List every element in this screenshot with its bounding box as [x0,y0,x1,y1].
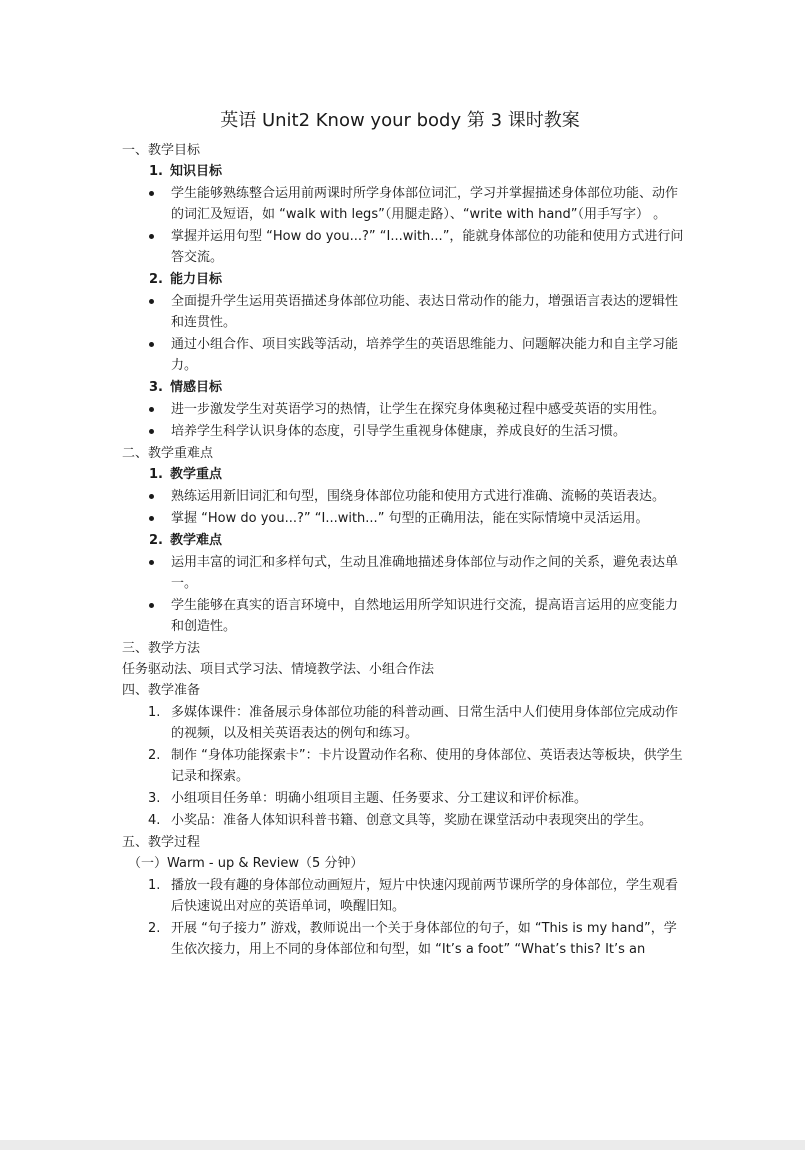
section-heading-key-points: 二、教学重难点 [122,446,214,461]
item-text: 开展 “句子接力” 游戏，教师说出一个关于身体部位的句子，如 “This is my hand”，学生依次接力，用上不同的身体部位和句型，如 “It’s a foot” “What’s this? It’s an [171,921,677,957]
bullet-item: 通过小组合作、项目实践等活动，培养学生的英语思维能力、问题解决能力和自主学习能力。 [122,334,688,376]
bullet-item: 培养学生科学认识身体的态度，引导学生重视身体健康，养成良好的生活习惯。 [122,421,688,442]
bullet-item: 掌握并运用句型 “How do you...?” “I...with...”，能就身体部位的功能和使用方式进行问答交流。 [122,226,688,268]
methods-text: 任务驱动法、项目式学习法、情境教学法、小组合作法 [122,662,435,677]
subheading-number: 3. [149,380,163,395]
item-number: 2. [148,921,161,936]
subheading-emotion [122,377,688,398]
item-text: 多媒体课件：准备展示身体部位功能的科普动画、日常生活中人们使用身体部位完成动作的视频，以及相关英语表达的例句和练习。 [171,705,679,741]
item-number: 1. [148,705,161,720]
subheading-ability [122,269,688,290]
bullet-item: 学生能够在真实的语言环境中，自然地运用所学知识进行交流，提高语言运用的应变能力和创造性。 [122,595,688,637]
section-heading-process: 五、教学过程 [122,835,201,850]
item-text: 播放一段有趣的身体部位动画短片，短片中快速闪现前两节课所学的身体部位，学生观看后快速说出对应的英语单词，唤醒旧知。 [171,878,679,914]
item-text: 小奖品：准备人体知识科普书籍、创意文具等，奖励在课堂活动中表现突出的学生。 [171,813,653,828]
subheading-label: 能力目标 [170,272,223,287]
document-content [122,106,688,961]
bullet-item: 运用丰富的词汇和多样句式，生动且准确地描述身体部位与动作之间的关系，避免表达单一。 [122,552,688,594]
subheading-difficult [122,530,688,551]
subheading-number: 1. [149,467,163,482]
section-heading-preparation: 四、教学准备 [122,683,201,698]
numbered-item [122,875,688,917]
item-number: 4. [148,813,161,828]
bullet-item: 学生能够熟练整合运用前两课时所学身体部位词汇，学习并掌握描述身体部位功能、动作的词汇及短语，如 “walk with legs”（用腿走路）、“write with hand”（用手写字） 。 [122,183,688,225]
bullet-item: 全面提升学生运用英语描述身体部位功能、表达日常动作的能力，增强语言表达的逻辑性和连贯性。 [122,291,688,333]
subheading-label: 情感目标 [170,380,223,395]
item-text: 小组项目任务单：明确小组项目主题、任务要求、分工建议和评价标准。 [171,791,588,806]
subheading-label: 知识目标 [170,164,223,179]
subheading-label: 教学难点 [170,533,223,548]
bullet-item: 熟练运用新旧词汇和句型，围绕身体部位功能和使用方式进行准确、流畅的英语表达。 [122,486,688,507]
subheading-number: 1. [149,164,163,179]
page-title: 英语 Unit2 Know your body 第 3 课时教案 [220,110,580,131]
numbered-item [122,918,688,960]
subheading-knowledge [122,161,688,182]
bullet-item: 进一步激发学生对英语学习的热情，让学生在探究身体奥秘过程中感受英语的实用性。 [122,399,688,420]
numbered-item [122,745,688,787]
subheading-key [122,464,688,485]
section-heading-objectives: 一、教学目标 [122,143,201,158]
subheading-number: 2. [149,533,163,548]
item-number: 1. [148,878,161,893]
subheading-label: 教学重点 [170,467,223,482]
process-part-heading: （一）Warm - up & Review（5 分钟） [128,856,364,871]
numbered-item [122,702,688,744]
subheading-number: 2. [149,272,163,287]
item-number: 2. [148,748,161,763]
numbered-item [122,810,688,831]
item-number: 3. [148,791,161,806]
bullet-item: 掌握 “How do you...?” “I...with...” 句型的正确用法，能在实际情境中灵活运用。 [122,508,688,529]
numbered-item [122,788,688,809]
section-heading-methods: 三、教学方法 [122,641,201,656]
item-text: 制作 “身体功能探索卡”：卡片设置动作名称、使用的身体部位、英语表达等板块，供学生记录和探索。 [171,748,683,784]
